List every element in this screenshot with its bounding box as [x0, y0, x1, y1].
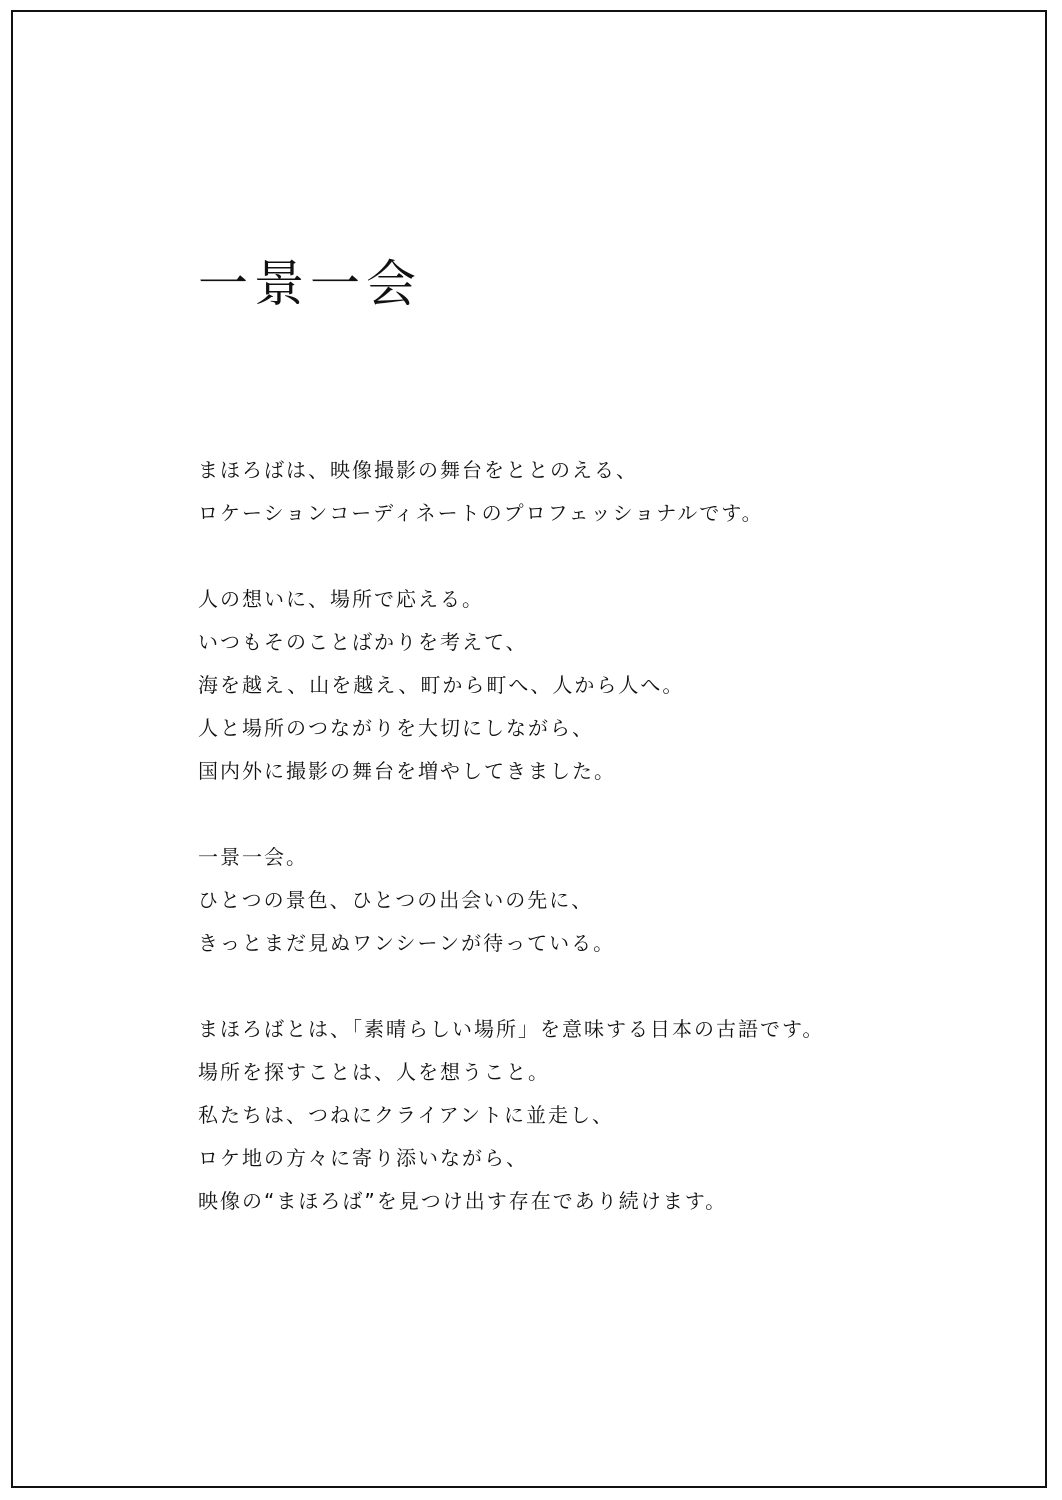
text-line: 人の想いに、場所で応える。 — [198, 587, 484, 611]
body-text — [198, 449, 958, 1266]
text-line: まほろばは、映像撮影の舞台をととのえる、 — [198, 458, 638, 482]
text-line: ロケ地の方々に寄り添いながら、 — [198, 1146, 528, 1170]
text-line: 場所を探すことは、人を想うこと。 — [198, 1060, 550, 1084]
text-line: 海を越え、山を越え、町から町へ、人から人へ。 — [198, 673, 685, 697]
paragraph-ichikei-ichie — [198, 836, 958, 965]
page-title: 一景一会 — [198, 255, 422, 313]
paragraph-mission — [198, 578, 958, 793]
text-line: いつもそのことばかりを考えて、 — [198, 630, 528, 654]
paragraph-mahoroba-meaning — [198, 1008, 958, 1223]
text-line: ひとつの景色、ひとつの出会いの先に、 — [198, 888, 594, 912]
paragraph-intro — [198, 449, 958, 535]
text-line: まほろばとは、「素晴らしい場所」を意味する日本の古語です。 — [198, 1017, 825, 1041]
text-line: きっとまだ見ぬワンシーンが待っている。 — [198, 931, 616, 955]
text-line: 映像の“まほろば”を見つけ出す存在であり続けます。 — [198, 1189, 728, 1213]
text-line: 国内外に撮影の舞台を増やしてきました。 — [198, 759, 616, 783]
text-line: 一景一会。 — [198, 845, 308, 869]
text-line: 人と場所のつながりを大切にしながら、 — [198, 716, 594, 740]
text-line: 私たちは、つねにクライアントに並走し、 — [198, 1103, 614, 1127]
text-line: ロケーションコーディネートのプロフェッショナルです。 — [198, 501, 764, 525]
